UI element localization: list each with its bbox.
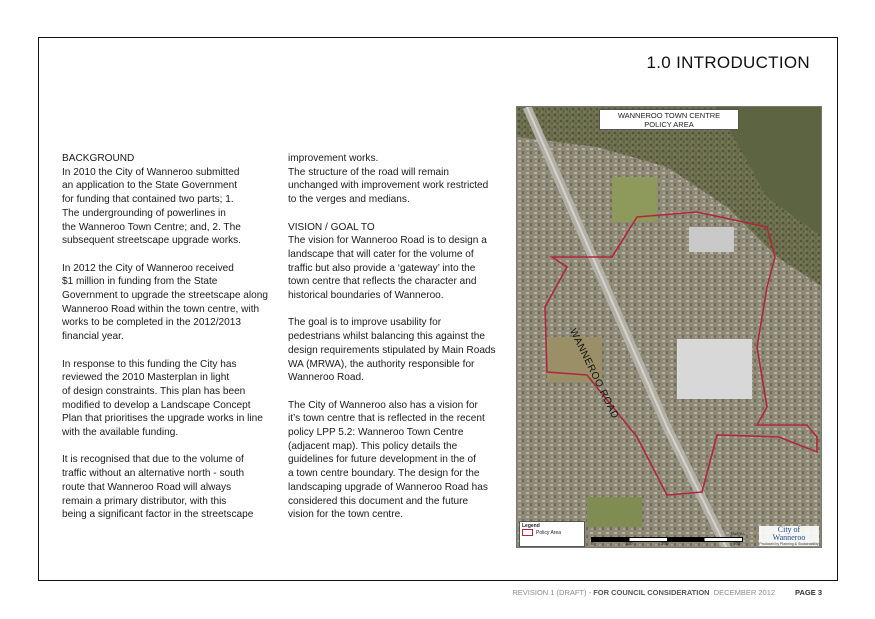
scale-bar	[591, 531, 745, 547]
legend-title: Legend	[522, 523, 540, 529]
paragraph-background: BACKGROUND In 2010 the City of Wanneroo submitted an application to the State Government for funding that contained two parts; 1. The undergrounding of powerlines in the Wanneroo Town Centre; and, 2. The subsequent streetscape upgrade works.	[62, 153, 241, 247]
paragraph-masterplan: In response to this funding the City has reviewed the 2010 Masterplan in light of design constraints. This plan has been modified to develop a Landscape Concept Plan that prioritises the upgrade works in line with the available funding.	[62, 358, 263, 439]
text-column-left	[62, 152, 280, 536]
map-title	[599, 109, 739, 130]
paragraph-policy: The City of Wanneroo also has a vision for it’s town centre that is reflected in the recent policy LPP 5.2: Wanneroo Town Centre (adjacent map). This policy details the guidelines for future development in the of a town centre boundary. The design for the landscaping upgrade of Wanneroo Road has considered this document and the future vision for the town centre.	[288, 399, 488, 521]
page-title: 1.0 INTRODUCTION	[646, 53, 810, 72]
scale-label: 200	[661, 541, 669, 546]
footer-revision: REVISION 1 (DRAFT) -	[512, 588, 594, 597]
text-column-right	[288, 152, 506, 536]
logo-line2: Wanneroo	[772, 533, 806, 542]
scale-label: 100	[625, 541, 633, 546]
page-number: PAGE 3	[795, 588, 822, 597]
map-title-line2: POLICY AREA	[644, 120, 694, 129]
footer-date: DECEMBER 2012	[713, 588, 776, 597]
paragraph-goal: The goal is to improve usability for pedestrians whilst balancing this against the design requirements stipulated by Main Roads WA (MRWA), the authority responsible for Wanneroo Road.	[288, 317, 496, 384]
scale-label: Metres	[731, 531, 745, 536]
map-legend	[519, 521, 585, 547]
city-logo	[759, 526, 819, 546]
paragraph-traffic: It is recognised that due to the volume of traffic without an alternative north - south route that Wanneroo Road will always remain a primary distributor, with this being a significant factor in the streetscape	[62, 454, 254, 521]
logo-sub: Produced by Planning & Sustainability	[759, 542, 819, 546]
paragraph-structure: improvement works. The structure of the road will remain unchanged with improvement work restricted to the verges and medians.	[288, 153, 489, 206]
paragraph-vision: VISION / GOAL TO The vision for Wanneroo Road is to design a landscape that will cater for the volume of traffic but also provide a ‘gateway’ into the town centre that reflects the character and historical boundaries of Wanneroo.	[288, 221, 487, 302]
map-title-line1: WANNEROO TOWN CENTRE	[617, 111, 721, 120]
legend-swatch	[522, 529, 533, 536]
logo-line1: City of	[777, 525, 801, 534]
aerial-map	[516, 106, 822, 548]
page-footer	[480, 588, 822, 597]
scale-label: 0	[591, 541, 594, 546]
road-label: WANNEROO ROAD	[567, 327, 621, 421]
paragraph-funding: In 2012 the City of Wanneroo received $1 million in funding from the State Government to upgrade the streetscape along Wanneroo Road within the town centre, with works to be completed in the 2012/2013 financial year.	[62, 262, 268, 343]
legend-item	[522, 529, 582, 536]
legend-item-label: Policy Area	[536, 529, 562, 536]
footer-consideration: FOR COUNCIL CONSIDERATION	[593, 588, 710, 597]
aerial-map-image	[517, 107, 822, 548]
scale-label: 400	[733, 541, 741, 546]
